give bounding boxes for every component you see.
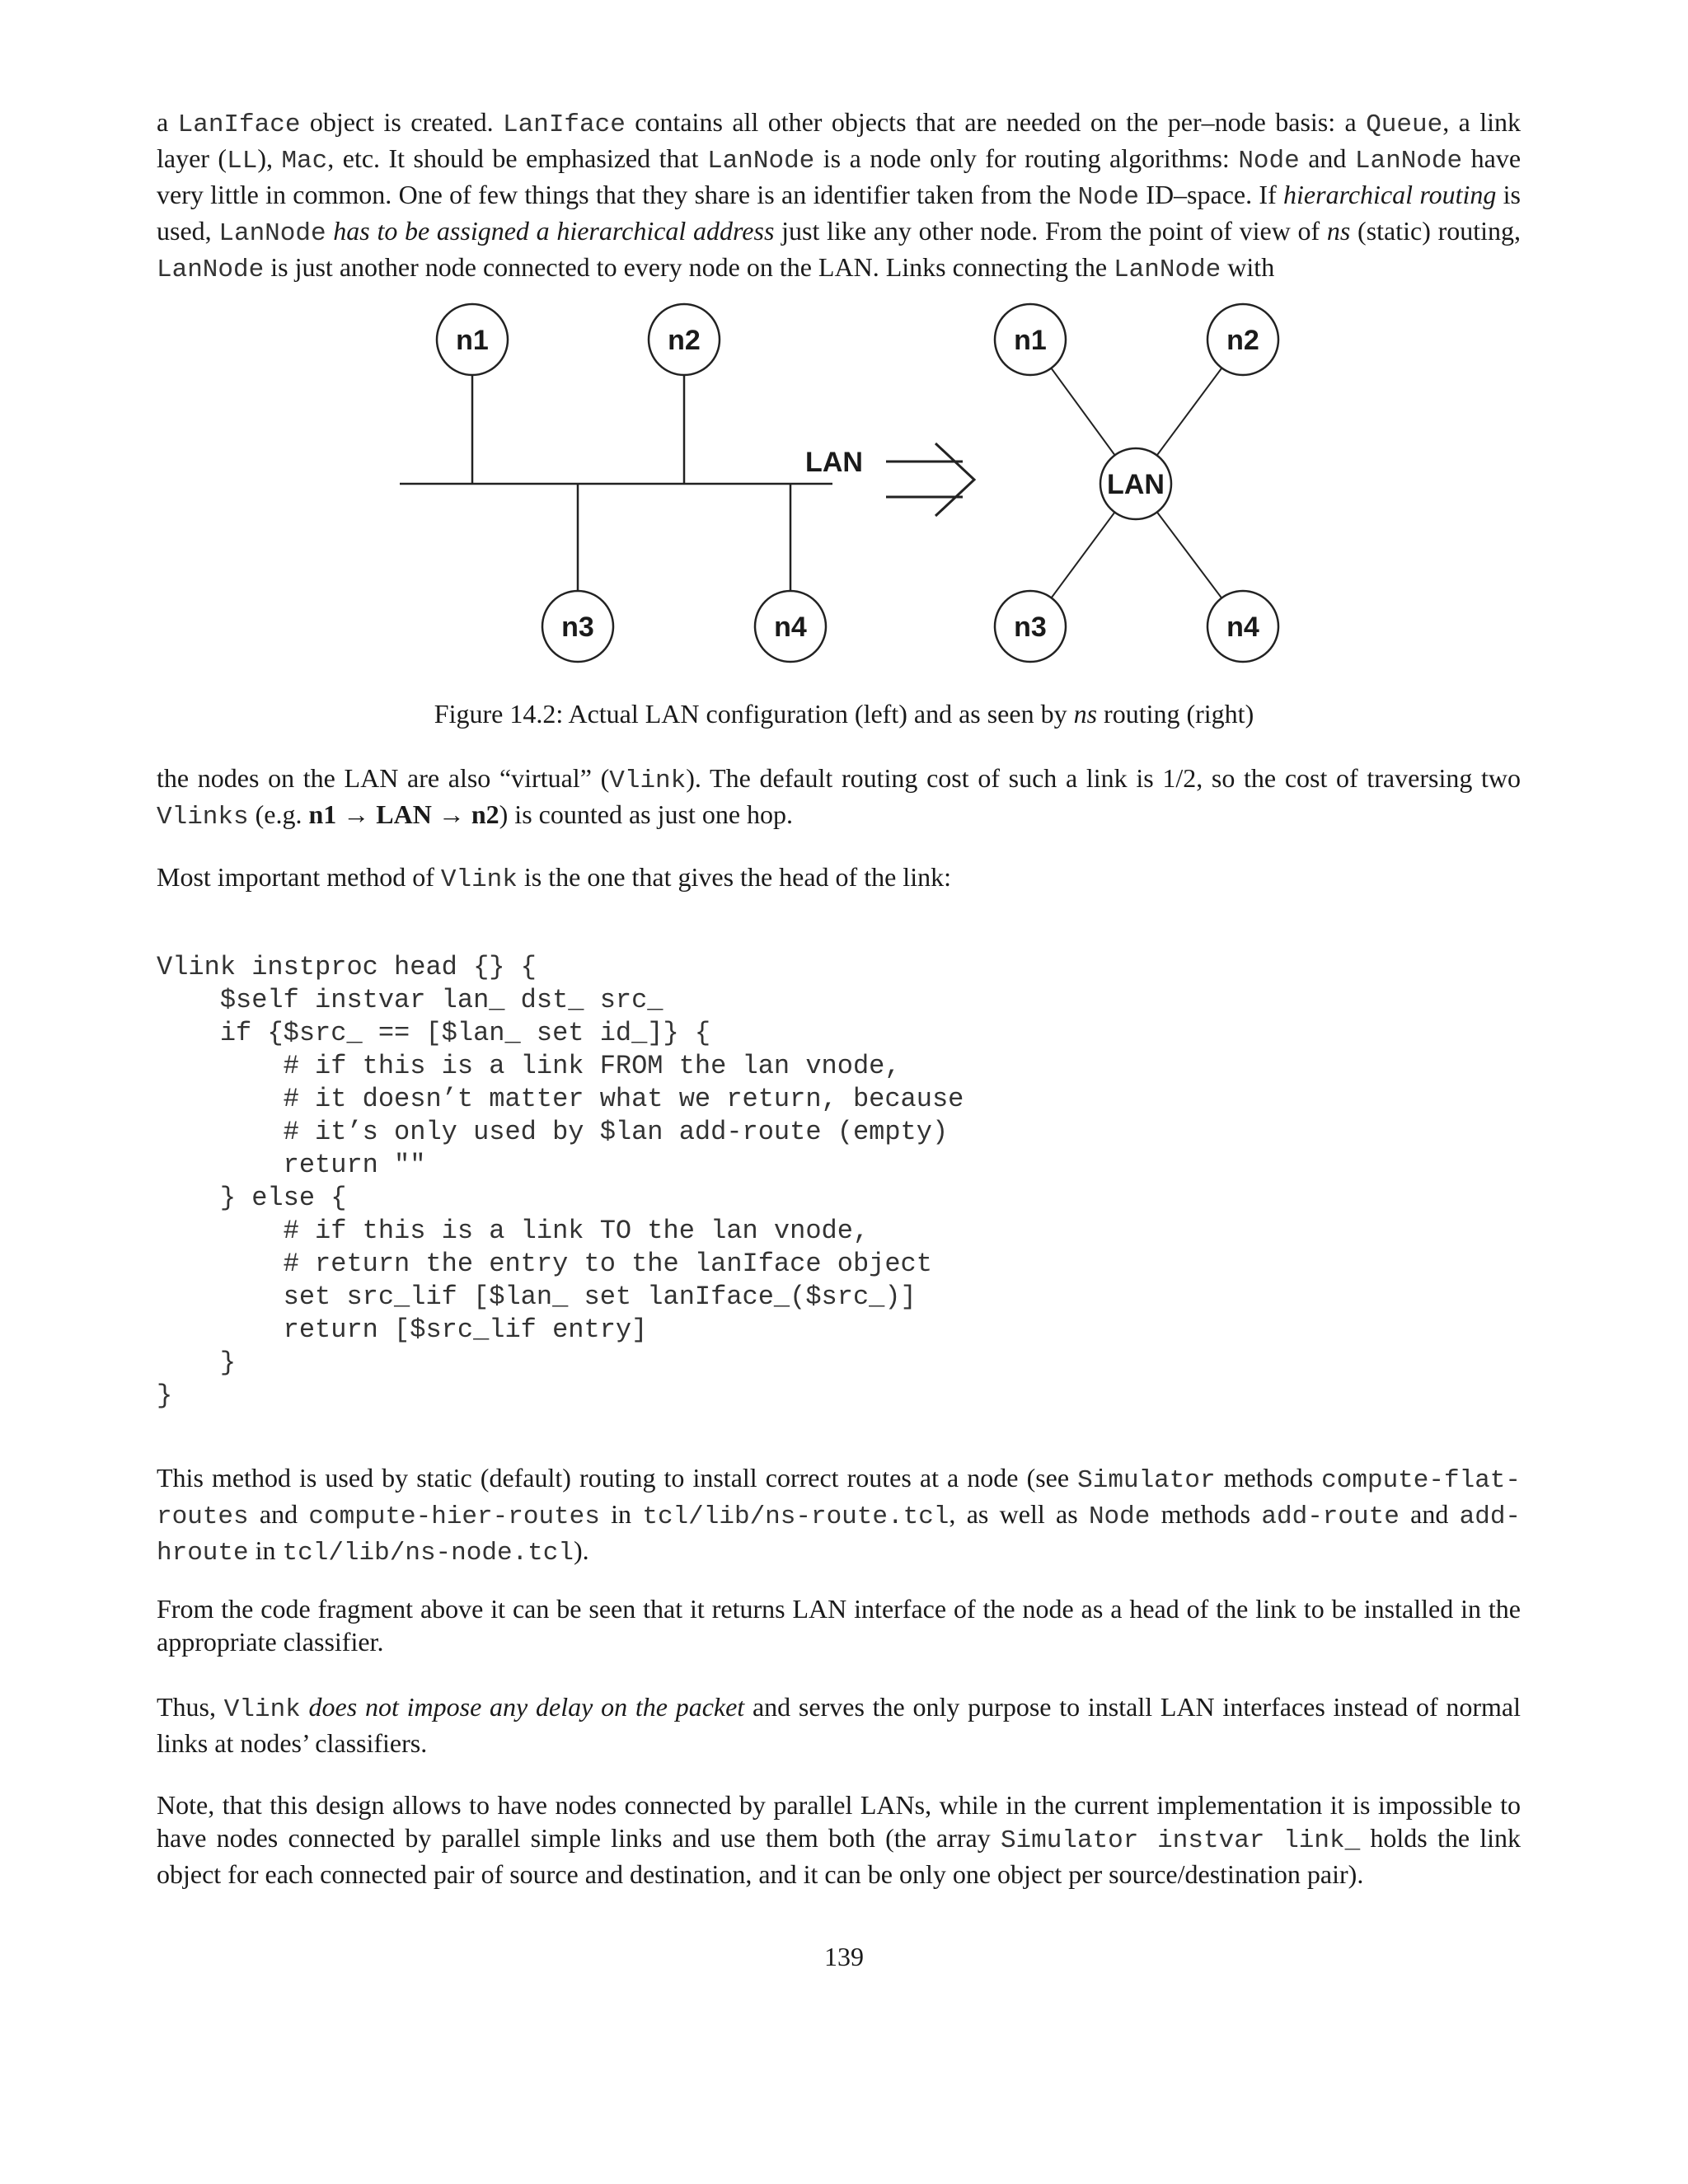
caption-prefix: Figure 14.2: Actual LAN configuration (left) and as seen by [434,699,1074,729]
text-run: and [1399,1499,1460,1529]
inline-code: Node [1088,1502,1151,1531]
inline-code: LL [227,147,258,176]
bold-text: n1 → LAN → n2 [308,799,499,829]
text-run: object is created. [300,107,504,137]
inline-code: LanNode [1114,255,1221,284]
italic-text: has to be assigned a hierarchical address [326,216,775,246]
text-run: This method is used by static (default) routing to install correct routes at a node (see [157,1463,1078,1493]
text-run: holds the link object for each connected pair of source and destination, and it can be only one object per source/destination pair). [157,1823,1522,1889]
text-run: is a node only for routing algorithms: [814,143,1239,173]
inline-code: LanNode [1354,147,1463,176]
inline-code: add-hroute [157,1502,1522,1568]
inline-code: tcl/lib/ns-route.tcl [642,1502,950,1531]
paragraph-static-routing [157,1461,1521,1570]
inline-code: Vlinks [157,803,249,832]
caption-italic: ns [1073,699,1098,729]
paragraph-vlink-delay [157,1690,1521,1760]
paragraph-code-fragment [157,1592,1521,1658]
inline-code: Simulator [1077,1466,1216,1495]
inline-code: add-route [1261,1502,1400,1531]
text-run: is used, [157,180,1522,246]
text-run: in [599,1499,643,1529]
inline-code: LanNode [157,255,265,284]
text-run: is just another node connected to every node on the LAN. Links connecting the [264,252,1114,282]
text-run: in [248,1535,283,1565]
text-run: Most important method of [157,862,441,892]
text-run: ID–space. If [1139,180,1284,209]
text-run: methods [1150,1499,1262,1529]
text-run: just like any other node. From the point of view of [774,216,1327,246]
text-run: contains all other objects that are needed on the per–node basis: a [625,107,1367,137]
inline-code: Vlink [223,1695,301,1724]
text-run: ), [257,143,282,173]
text-run: and serves the only purpose to install LAN interfaces instead of normal links at nodes’ classifiers. [157,1692,1522,1758]
node-label-right-n4: n4 [1226,612,1259,643]
inline-code: compute-flat-routes [157,1466,1522,1531]
page-number: 139 [824,1942,864,1971]
italic-text: ns [1326,216,1351,246]
italic-text: hierarchical routing [1283,180,1497,209]
text-run: (static) routing, [1350,216,1522,246]
text-run: , as well as [949,1499,1089,1529]
text-run: Thus, [157,1692,224,1722]
inline-code: compute-hier-routes [308,1502,600,1531]
caption-suffix: routing (right) [1097,699,1254,729]
inline-code: LanNode [707,147,815,176]
text-run: (e.g. [248,799,309,829]
bus-lan-label: LAN [805,447,863,478]
paragraph-vlink-cost [157,762,1521,834]
text-run: with [1221,252,1275,282]
text-run: ). The default routing cost of such a link is 1/2, so the cost of traversing two [686,763,1522,793]
node-label-right-n2: n2 [1226,325,1259,356]
inline-code: Vlink [609,766,687,795]
node-label-left-n2: n2 [668,325,701,356]
text-run: , etc. It should be emphasized that [327,143,708,173]
inline-code: LanNode [218,219,326,248]
text-run: , a link layer ( [157,107,1522,173]
text-run: Note, that this design allows to have nodes connected by parallel LANs, while in the current implementation it is impossible to have nodes connected by parallel simple links and use them both (the array [157,1790,1521,1853]
node-label-right-lan: LAN [1107,469,1165,500]
code-block-vlink-head: Vlink instproc head {} { $self instvar lan_ dst_ src_ if {$src_ == [$lan_ set id_]} { # if this is a link FROM the lan vnode, # it doesn’t matter what we return, because # it’s only used by $lan add-route (empty) return "" } else { # if this is a link TO the lan vnode, # return the entry to the lanIface object set src_lif [$lan_ set lanIface_($src_)] return [$src_lif entry] } } [157,952,964,1411]
text-run: is the one that gives the head of the link: [517,862,951,892]
text-run: and [248,1499,309,1529]
inline-code: LanIface [503,110,626,139]
text-run: From the code fragment above it can be seen that it returns LAN interface of the node as a head of the link to be installed in the appropriate classifier. [157,1594,1521,1657]
text-run: methods [1215,1463,1322,1493]
node-label-right-n1: n1 [1014,325,1047,356]
node-label-left-n4: n4 [774,612,807,643]
italic-text: does not impose any delay on the packet [300,1692,745,1722]
inline-code: Vlink [440,865,518,894]
inline-code: Node [1077,183,1139,212]
text-run: ) is counted as just one hop. [499,799,794,829]
paragraph-lanifice-intro [157,105,1521,287]
node-label-left-n1: n1 [456,325,489,356]
inline-code: tcl/lib/ns-node.tcl [282,1539,574,1568]
node-label-right-n3: n3 [1014,612,1047,643]
text-run: a [157,107,178,137]
paragraph-vlink-method [157,860,1521,897]
inline-code: Queue [1366,110,1443,139]
inline-code: Simulator instvar link_ [1000,1826,1361,1855]
inline-code: Node [1238,147,1300,176]
text-run: and [1299,143,1355,173]
figure-caption [0,697,1688,730]
node-label-left-n3: n3 [561,612,594,643]
text-run: the nodes on the LAN are also “virtual” ( [157,763,610,793]
inline-code: Mac [281,147,328,176]
inline-code: LanIface [177,110,301,139]
transform-arrow-icon [886,443,974,516]
text-run: ). [573,1535,589,1565]
text-run: have very little in common. One of few things that they share is an identifier taken from the [157,143,1522,209]
left-bus-diagram [400,304,832,662]
paragraph-parallel-lans [157,1788,1521,1891]
